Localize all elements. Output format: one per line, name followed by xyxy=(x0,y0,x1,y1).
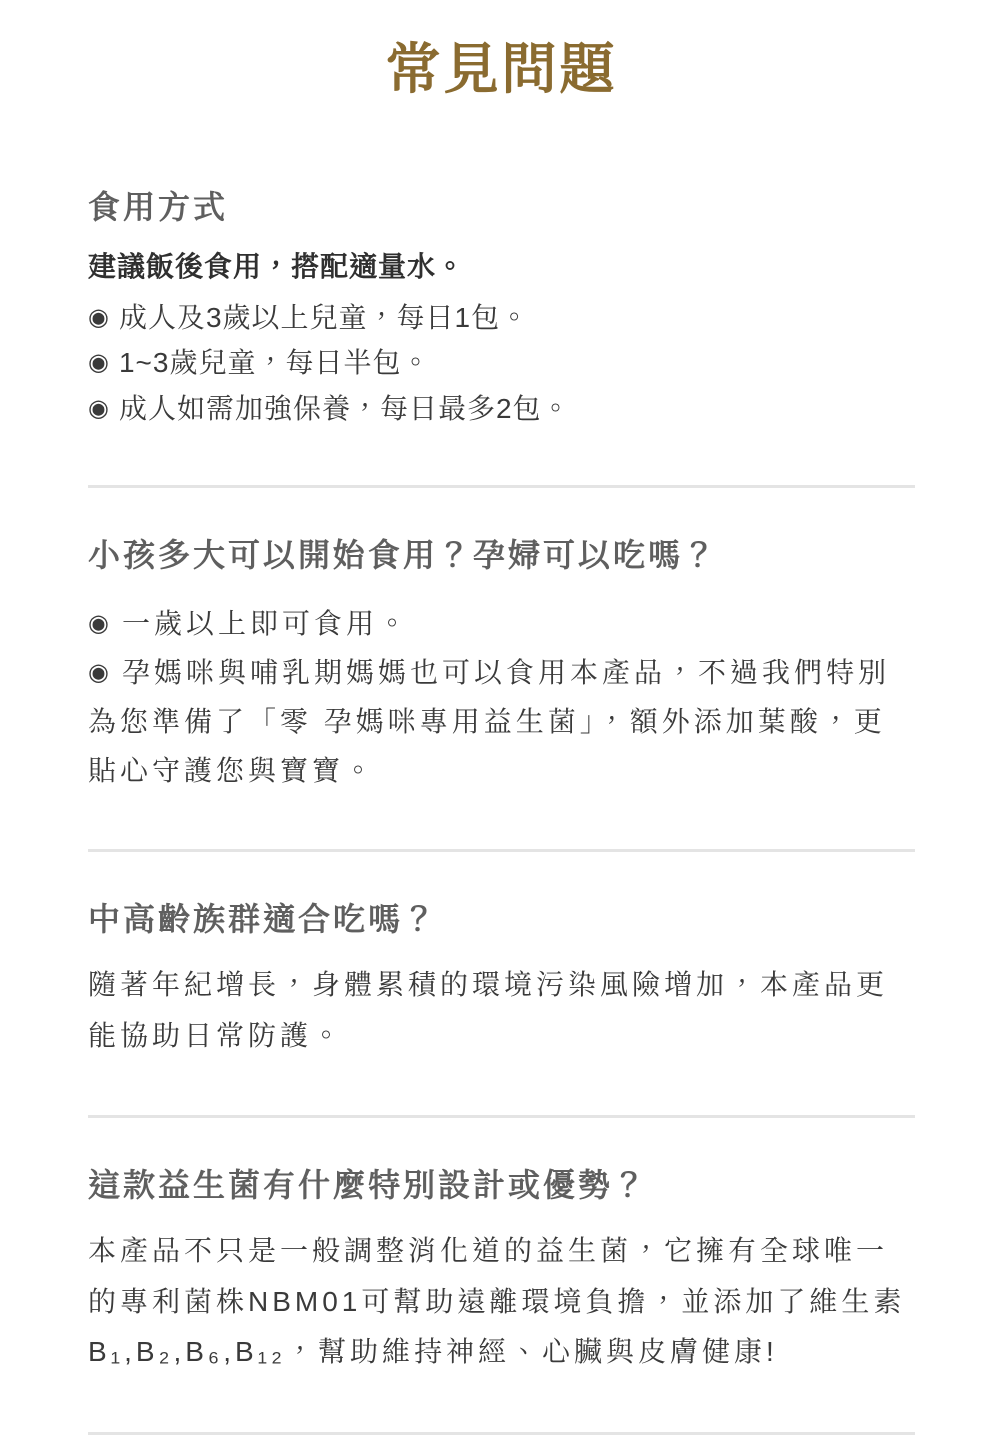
list-item xyxy=(88,295,915,340)
fisheye-bullet-icon: ◉ xyxy=(88,609,113,637)
bullet-list xyxy=(88,295,915,431)
list-item xyxy=(88,340,915,385)
page-title: 常見問題 xyxy=(385,38,618,100)
section-heading: 這款益生菌有什麼特別設計或優勢？ xyxy=(88,1166,649,1203)
list-item-text: 孕媽咪與哺乳期媽媽也可以食用本產品，不過我們特別為您準備了「零 孕媽咪專用益生菌」，額外添加葉酸，更貼心守護您與寶寶。 xyxy=(88,656,890,786)
fisheye-bullet-icon: ◉ xyxy=(88,303,110,331)
list-item xyxy=(88,599,915,648)
faq-section-advantages xyxy=(88,1165,915,1378)
list-item-text: 成人及3歲以上兒童，每日1包。 xyxy=(118,301,530,333)
faq-section-usage xyxy=(88,187,915,431)
fisheye-bullet-icon: ◉ xyxy=(88,349,110,377)
fisheye-bullet-icon: ◉ xyxy=(88,394,110,422)
faq-section-children-pregnancy xyxy=(88,535,915,795)
list-item-text: 1~3歲兒童，每日半包。 xyxy=(118,347,431,379)
faq-section-seniors xyxy=(88,899,915,1061)
section-heading: 中高齡族群適合吃嗎？ xyxy=(88,900,439,937)
list-item xyxy=(88,386,915,431)
list-item-text: 成人如需加強保養，每日最多2包。 xyxy=(118,392,571,424)
divider xyxy=(88,1432,915,1435)
section-paragraph: 隨著年紀增長，身體累積的環境污染風險增加，本產品更能協助日常防護。 xyxy=(88,969,889,1051)
fisheye-bullet-icon: ◉ xyxy=(88,658,113,686)
list-item xyxy=(88,648,915,795)
divider xyxy=(88,1115,915,1118)
bullet-list xyxy=(88,599,915,795)
section-heading: 食用方式 xyxy=(88,189,229,226)
section-paragraph: 本產品不只是一般調整消化道的益生菌，它擁有全球唯一的專利菌株NBM01可幫助遠離環境負擔，並添加了維生素B₁,B₂,B₆,B₁₂，幫助維持神經、心臟與皮膚健康! xyxy=(88,1235,906,1368)
list-item-text: 一歲以上即可食用。 xyxy=(121,607,410,639)
section-heading: 小孩多大可以開始食用？孕婦可以吃嗎？ xyxy=(88,536,719,573)
faq-page xyxy=(0,38,1000,1441)
section-lead: 建議飯後食用，搭配適量水。 xyxy=(88,250,466,282)
divider xyxy=(88,485,915,488)
divider xyxy=(88,849,915,852)
